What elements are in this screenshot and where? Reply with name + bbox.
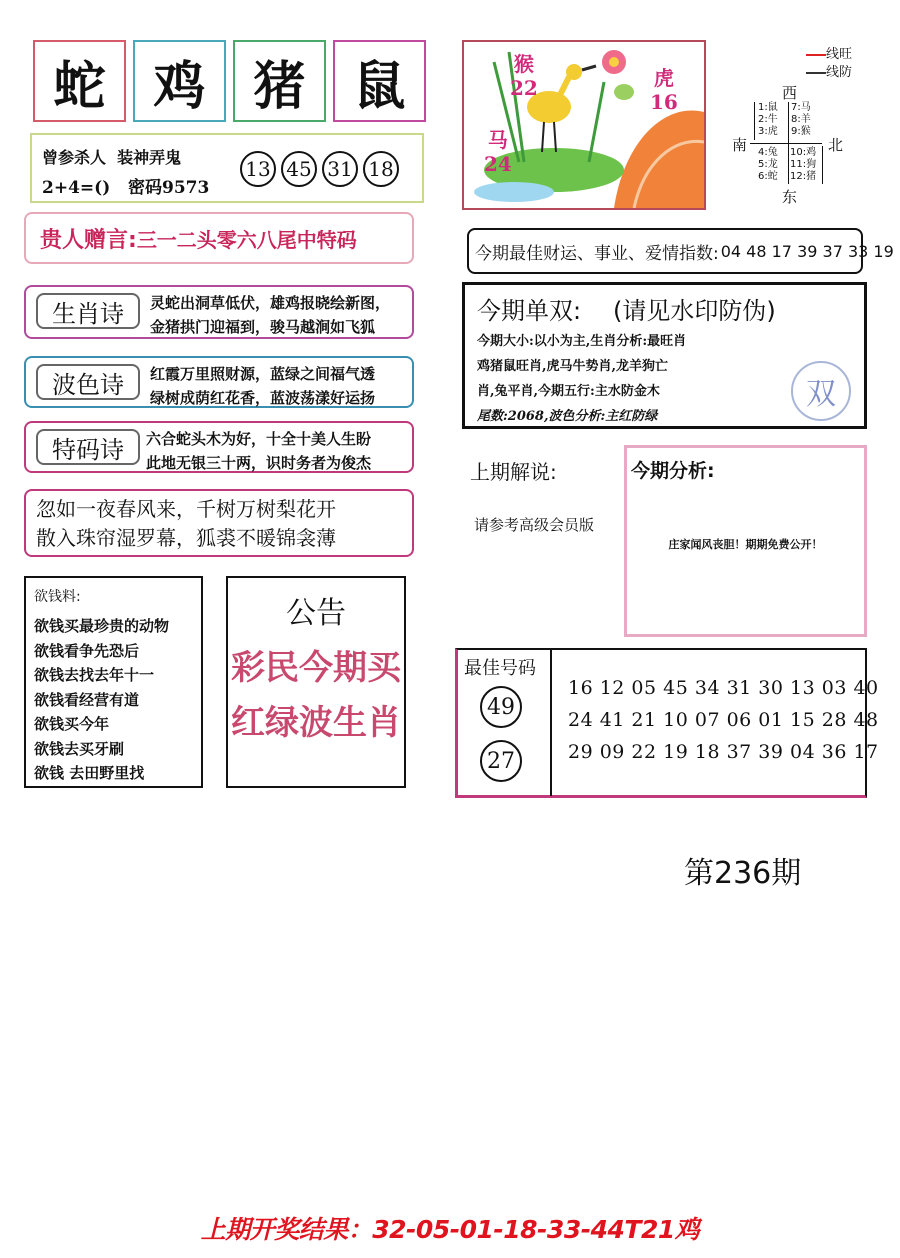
best-circle: 27 bbox=[480, 740, 522, 782]
zodiac-text: 蛇 bbox=[53, 55, 106, 117]
poem-tag: 生肖诗 bbox=[36, 293, 140, 329]
number-circle: 45 bbox=[281, 151, 317, 187]
yuqian-title: 欲钱料: bbox=[34, 589, 81, 605]
danshuang-line: 肖,兔平肖,今期五行:主水防金木 bbox=[477, 384, 660, 399]
guiren-label: 贵人赠言: bbox=[40, 227, 137, 253]
picture-label-monkey bbox=[510, 52, 538, 100]
label-num: 24 bbox=[484, 152, 512, 176]
zodiac-cell: 2:牛 bbox=[758, 114, 778, 125]
danshuang-title: 今期单双: bbox=[477, 297, 582, 325]
best-divider bbox=[550, 650, 552, 796]
yuqian-item: 欲钱去买牙刷 bbox=[34, 739, 125, 758]
poem-lines bbox=[146, 427, 371, 475]
analysis-text: 庄家闻风丧胆！期期免费公开！ bbox=[668, 538, 823, 551]
zodiac-cell: 5:龙 bbox=[758, 159, 778, 170]
label-text: 猴 bbox=[513, 52, 534, 76]
compass-tick bbox=[754, 102, 755, 140]
compass-grid-bl bbox=[758, 147, 778, 183]
zodiac-box-1 bbox=[33, 40, 126, 122]
analysis-box bbox=[624, 445, 867, 637]
red-line-icon bbox=[806, 54, 826, 56]
number-circle: 18 bbox=[363, 151, 399, 187]
zodiac-cell: 7:马 bbox=[791, 102, 811, 113]
label-num: 22 bbox=[510, 76, 538, 100]
compass-south: 南 bbox=[732, 136, 748, 154]
yuqian-item: 欲钱看争先恐后 bbox=[34, 641, 140, 660]
danshuang-hint: (请见水印防伪) bbox=[613, 297, 776, 325]
zodiac-text: 猪 bbox=[253, 55, 306, 117]
label-text: 虎 bbox=[653, 66, 674, 90]
picture-box bbox=[462, 40, 706, 210]
compass-west: 西 bbox=[782, 84, 798, 102]
killer-line2: 2+4=() 密码9573 bbox=[42, 178, 210, 198]
zodiac-box-3 bbox=[233, 40, 326, 122]
zodiac-box-4 bbox=[333, 40, 426, 122]
yuqian-item: 欲钱 去田野里找 bbox=[34, 764, 145, 782]
notice-line: 红绿波生肖 bbox=[231, 703, 401, 743]
notice-box bbox=[226, 576, 406, 788]
zodiac-text: 鼠 bbox=[353, 55, 406, 117]
number-row: 24 41 21 10 07 06 01 15 28 48 bbox=[568, 709, 879, 731]
picture-label-tiger bbox=[650, 66, 678, 114]
last-explain-text: 请参考高级会员版 bbox=[474, 516, 595, 534]
compass-east: 东 bbox=[782, 188, 798, 206]
compass-grid-br bbox=[790, 147, 816, 183]
zodiac-cell: 9:猴 bbox=[791, 126, 811, 137]
yuqian-item: 欲钱买最珍贵的动物 bbox=[34, 617, 170, 635]
poem-lines bbox=[150, 291, 390, 339]
poem-line: 绿树成荫红花香，蓝波荡漾好运扬 bbox=[150, 389, 376, 407]
poem-line: 六合蛇头木为好，十全十美人生盼 bbox=[146, 430, 372, 448]
zodiac-cell: 12:猪 bbox=[790, 171, 817, 182]
danshuang-line: 今期大小:以小为主,生肖分析:最旺肖 bbox=[477, 334, 687, 349]
black-line-icon bbox=[806, 72, 826, 74]
compass-tick bbox=[822, 146, 823, 184]
analysis-title: 今期分析: bbox=[631, 460, 715, 482]
last-explain-title: 上期解说: bbox=[470, 460, 557, 484]
compass bbox=[728, 82, 848, 206]
verse-line: 忽如一夜春风来，千树万树梨花开 bbox=[36, 497, 336, 521]
zodiac-cell: 3:虎 bbox=[758, 126, 778, 137]
fortune-box bbox=[467, 228, 894, 274]
poem-line: 灵蛇出洞草低伏，雄鸡报晓绘新图， bbox=[150, 294, 391, 312]
zodiac-box-2 bbox=[133, 40, 226, 122]
danshuang-line: 鸡猪鼠旺肖,虎马牛势肖,龙羊狗亡 bbox=[477, 359, 669, 374]
poem-wave bbox=[24, 356, 414, 408]
verse-line: 散入珠帘湿罗幕，狐裘不暖锦衾薄 bbox=[36, 526, 336, 550]
best-number-grid bbox=[568, 672, 879, 768]
poem-tag: 波色诗 bbox=[36, 364, 140, 400]
poem-zodiac bbox=[24, 285, 414, 339]
killer-box bbox=[30, 133, 424, 203]
label-num: 16 bbox=[650, 90, 678, 114]
verse-box bbox=[24, 489, 414, 557]
number-row: 29 09 22 19 18 37 39 04 36 17 bbox=[568, 741, 879, 763]
poem-special bbox=[24, 421, 414, 473]
killer-numbers bbox=[240, 151, 404, 187]
compass-grid-tl bbox=[758, 102, 778, 138]
killer-line1: 曾参杀人 装神弄鬼 bbox=[42, 148, 182, 167]
legend-text: 线旺 bbox=[826, 47, 853, 62]
fortune-numbers: 04 48 17 39 37 33 19 bbox=[720, 241, 894, 261]
danshuang-line: 尾数:2068,波色分析:主红防绿 bbox=[477, 409, 658, 424]
best-numbers-box bbox=[455, 648, 879, 798]
zodiac-cell: 10:鸡 bbox=[790, 147, 817, 158]
guiren-banner bbox=[24, 212, 414, 264]
label-text: 马 bbox=[487, 128, 508, 152]
zodiac-cell: 8:羊 bbox=[791, 114, 811, 125]
legend-text: 线防 bbox=[826, 65, 853, 80]
last-result: 上期开奖结果：32-05-01-18-33-44T21鸡 bbox=[200, 1215, 700, 1244]
number-row: 16 12 05 45 34 31 30 13 03 40 bbox=[568, 677, 879, 699]
picture-label-horse bbox=[484, 128, 512, 176]
zodiac-cell: 6:蛇 bbox=[758, 171, 778, 182]
notice-line: 彩民今期买 bbox=[231, 648, 401, 688]
poem-line: 红霞万里照财源，蓝绿之间福气透 bbox=[150, 365, 376, 383]
danshuang-lines bbox=[477, 329, 686, 429]
poem-line: 金猪拱门迎福到，骏马越涧如飞狐 bbox=[150, 318, 376, 336]
fortune-text: 今期最佳财运、事业、爱情指数: bbox=[475, 243, 719, 264]
yuqian-item: 欲钱看经营有道 bbox=[34, 690, 140, 709]
legend bbox=[806, 46, 852, 82]
legend-item-guard bbox=[806, 64, 852, 82]
best-title: 最佳号码 bbox=[464, 658, 536, 679]
best-circle: 49 bbox=[480, 686, 522, 728]
yuqian-item: 欲钱去找去年十一 bbox=[34, 666, 155, 684]
compass-hline bbox=[750, 143, 822, 144]
zodiac-cell: 1:鼠 bbox=[758, 102, 778, 113]
poem-lines bbox=[150, 362, 375, 410]
number-circle: 31 bbox=[322, 151, 358, 187]
legend-item-up bbox=[806, 46, 852, 64]
yuqian-item: 欲钱买今年 bbox=[34, 715, 110, 733]
watermark-badge: 双 bbox=[791, 361, 851, 421]
guiren-text: 三一二头零六八尾中特码 bbox=[136, 227, 357, 252]
poem-line: 此地无银三十两，识时务者为俊杰 bbox=[146, 454, 372, 472]
danshuang-box bbox=[462, 282, 867, 429]
zodiac-text: 鸡 bbox=[153, 55, 206, 117]
number-circle: 13 bbox=[240, 151, 276, 187]
zodiac-cell: 4:兔 bbox=[758, 147, 778, 158]
compass-vline bbox=[788, 102, 789, 184]
issue-number: 第236期 bbox=[684, 856, 802, 891]
compass-grid-tr bbox=[791, 102, 811, 138]
yuqian-box bbox=[24, 576, 203, 788]
zodiac-cell: 11:狗 bbox=[790, 159, 817, 170]
poem-tag: 特码诗 bbox=[36, 429, 140, 465]
notice-title: 公告 bbox=[286, 596, 346, 631]
compass-north: 北 bbox=[828, 136, 844, 154]
